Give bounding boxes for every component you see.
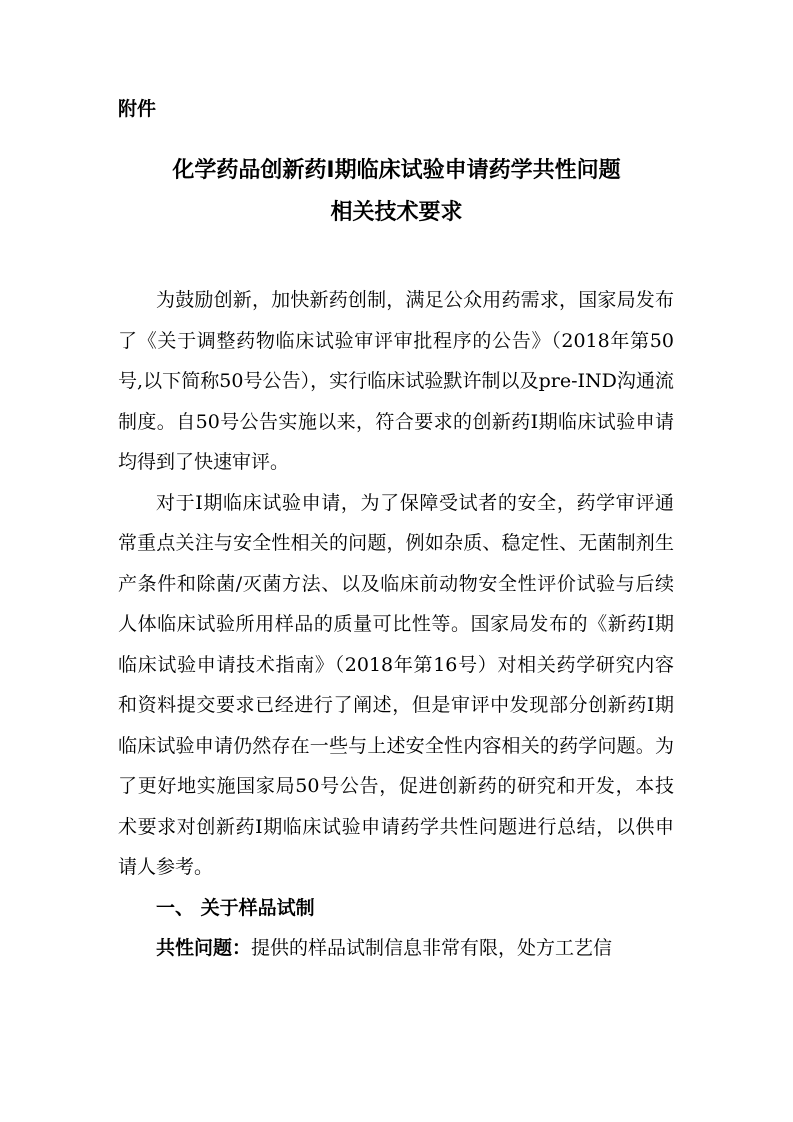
body-paragraph-1: 为鼓励创新，加快新药创制，满足公众用药需求，国家局发布了《关于调整药物临床试验审评审批程序的公告》（2018年第50号,以下简称50号公告），实行临床试验默许制以及pre-IND沟通流制度。自50号公告实施以来，符合要求的创新药Ⅰ期临床试验申请均得到了快速审评。 <box>118 289 674 473</box>
attachment-label: 附件 <box>118 98 157 120</box>
document-body <box>118 280 674 969</box>
document-title-line-2: 相关技术要求 <box>330 200 463 225</box>
section-heading-1: 一、 关于样品试制 <box>156 896 315 919</box>
section-1-paragraph <box>118 928 674 969</box>
common-issue-label: 共性问题： <box>156 937 252 959</box>
common-issue-text: 提供的样品试制信息非常有限，处方工艺信 <box>251 937 613 959</box>
body-paragraph-2: 对于Ⅰ期临床试验申请，为了保障受试者的安全，药学审评通常重点关注与安全性相关的问题，例如杂质、稳定性、无菌制剂生产条件和除菌/灭菌方法、以及临床前动物安全性评价试验与后续人体临床试验所用样品的质量可比性等。国家局发布的《新药Ⅰ期临床试验申请技术指南》（2018年第16号）对相关药学研究内容和资料提交要求已经进行了阐述，但是审评中发现部分创新药Ⅰ期临床试验申请仍然存在一些与上述安全性内容相关的药学问题。为了更好地实施国家局50号公告，促进创新药的研究和开发，本技术要求对创新药Ⅰ期临床试验申请药学共性问题进行总结，以供申请人参考。 <box>118 491 674 878</box>
document-title-line-1: 化学药品创新药Ⅰ期临床试验申请药学共性问题 <box>172 158 621 183</box>
